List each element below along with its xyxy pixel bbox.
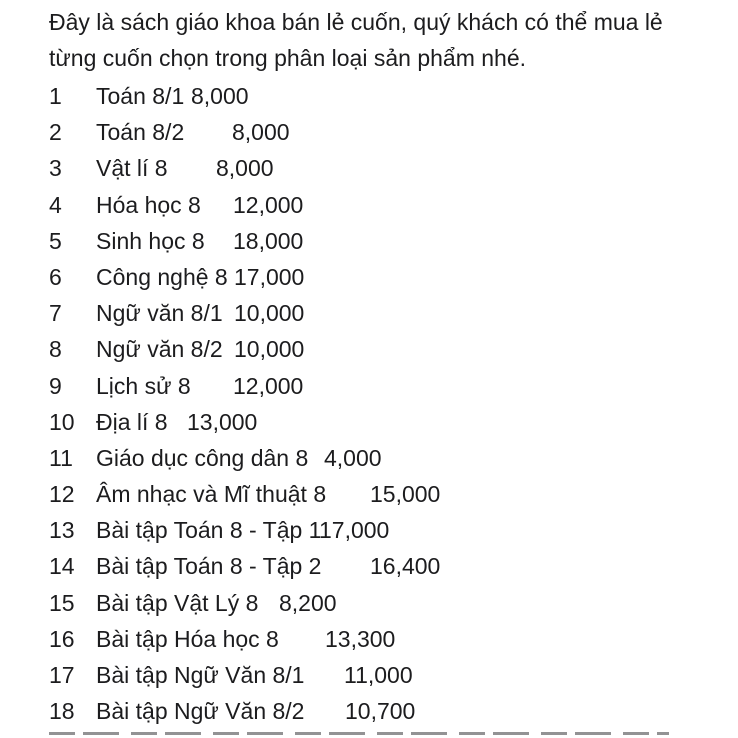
item-number: 10 (49, 408, 75, 435)
item-name: Ngữ văn 8/2 (96, 336, 223, 363)
item-number: 1 (49, 83, 62, 109)
item-name: Bài tập Ngữ Văn 8/1 (96, 662, 305, 688)
item-name: Hóa học 8 (96, 191, 201, 218)
intro-text (49, 4, 729, 76)
item-number: 16 (49, 625, 75, 652)
item-price: 18,000 (233, 227, 304, 254)
item-name: Ngữ văn 8/1 (96, 300, 223, 327)
item-price: 8,200 (279, 589, 337, 616)
item-number: 3 (49, 155, 62, 182)
item-price: 4,000 (324, 444, 382, 471)
item-number: 9 (49, 372, 62, 399)
item-price: 12,000 (233, 372, 304, 399)
item-number: 15 (49, 589, 75, 616)
item-name: Bài tập Hóa học 8 (96, 625, 279, 652)
item-price: 15,000 (370, 481, 441, 508)
item-price: 11,000 (344, 662, 413, 688)
item-number: 18 (49, 698, 75, 725)
item-price: 12,000 (233, 191, 304, 218)
item-price: 8,000 (191, 83, 249, 109)
item-name: Sinh học 8 (96, 227, 205, 254)
item-number: 13 (49, 517, 75, 544)
item-price: 13,000 (187, 408, 258, 435)
item-price: 17,000 (234, 263, 305, 290)
item-name: Toán 8/1 (96, 83, 185, 109)
item-number: 12 (49, 481, 75, 508)
item-name: Bài tập Toán 8 - Tập 2 (96, 553, 322, 580)
item-number: 7 (49, 300, 62, 327)
item-price: 16,400 (370, 553, 441, 580)
item-number: 11 (49, 444, 73, 471)
item-price: 10,700 (345, 698, 416, 725)
item-name: Công nghệ 8 (96, 263, 228, 290)
item-name: Giáo dục công dân 8 (96, 444, 309, 471)
item-name: Vật lí 8 (96, 155, 168, 182)
item-number: 4 (49, 191, 62, 218)
item-number: 14 (49, 553, 75, 580)
item-name: Bài tập Ngữ Văn 8/2 (96, 698, 305, 725)
item-price: 8,000 (216, 155, 274, 182)
item-price: 8,000 (232, 119, 290, 146)
item-price: 10,000 (234, 300, 305, 327)
item-name: Âm nhạc và Mĩ thuật 8 (96, 481, 327, 508)
item-name: Toán 8/2 (96, 119, 185, 146)
item-name: Bài tập Toán 8 - Tập 1 (96, 517, 322, 544)
intro-line-2: từng cuốn chọn trong phân loại sản phẩm nhé. (49, 45, 527, 71)
item-name: Bài tập Vật Lý 8 (96, 589, 259, 616)
item-price: 17,000 (319, 517, 390, 544)
intro-line-1: Đây là sách giáo khoa bán lẻ cuốn, quý khách có thể mua lẻ (49, 9, 663, 35)
item-number: 17 (49, 662, 75, 688)
clipped-text-line (49, 726, 669, 738)
item-name: Lịch sử 8 (96, 372, 191, 399)
item-number: 6 (49, 263, 62, 290)
item-number: 2 (49, 119, 62, 146)
item-name: Địa lí 8 (96, 408, 168, 435)
item-number: 8 (49, 336, 62, 363)
item-price: 10,000 (234, 336, 305, 363)
item-number: 5 (49, 227, 62, 254)
item-price: 13,300 (325, 625, 396, 652)
